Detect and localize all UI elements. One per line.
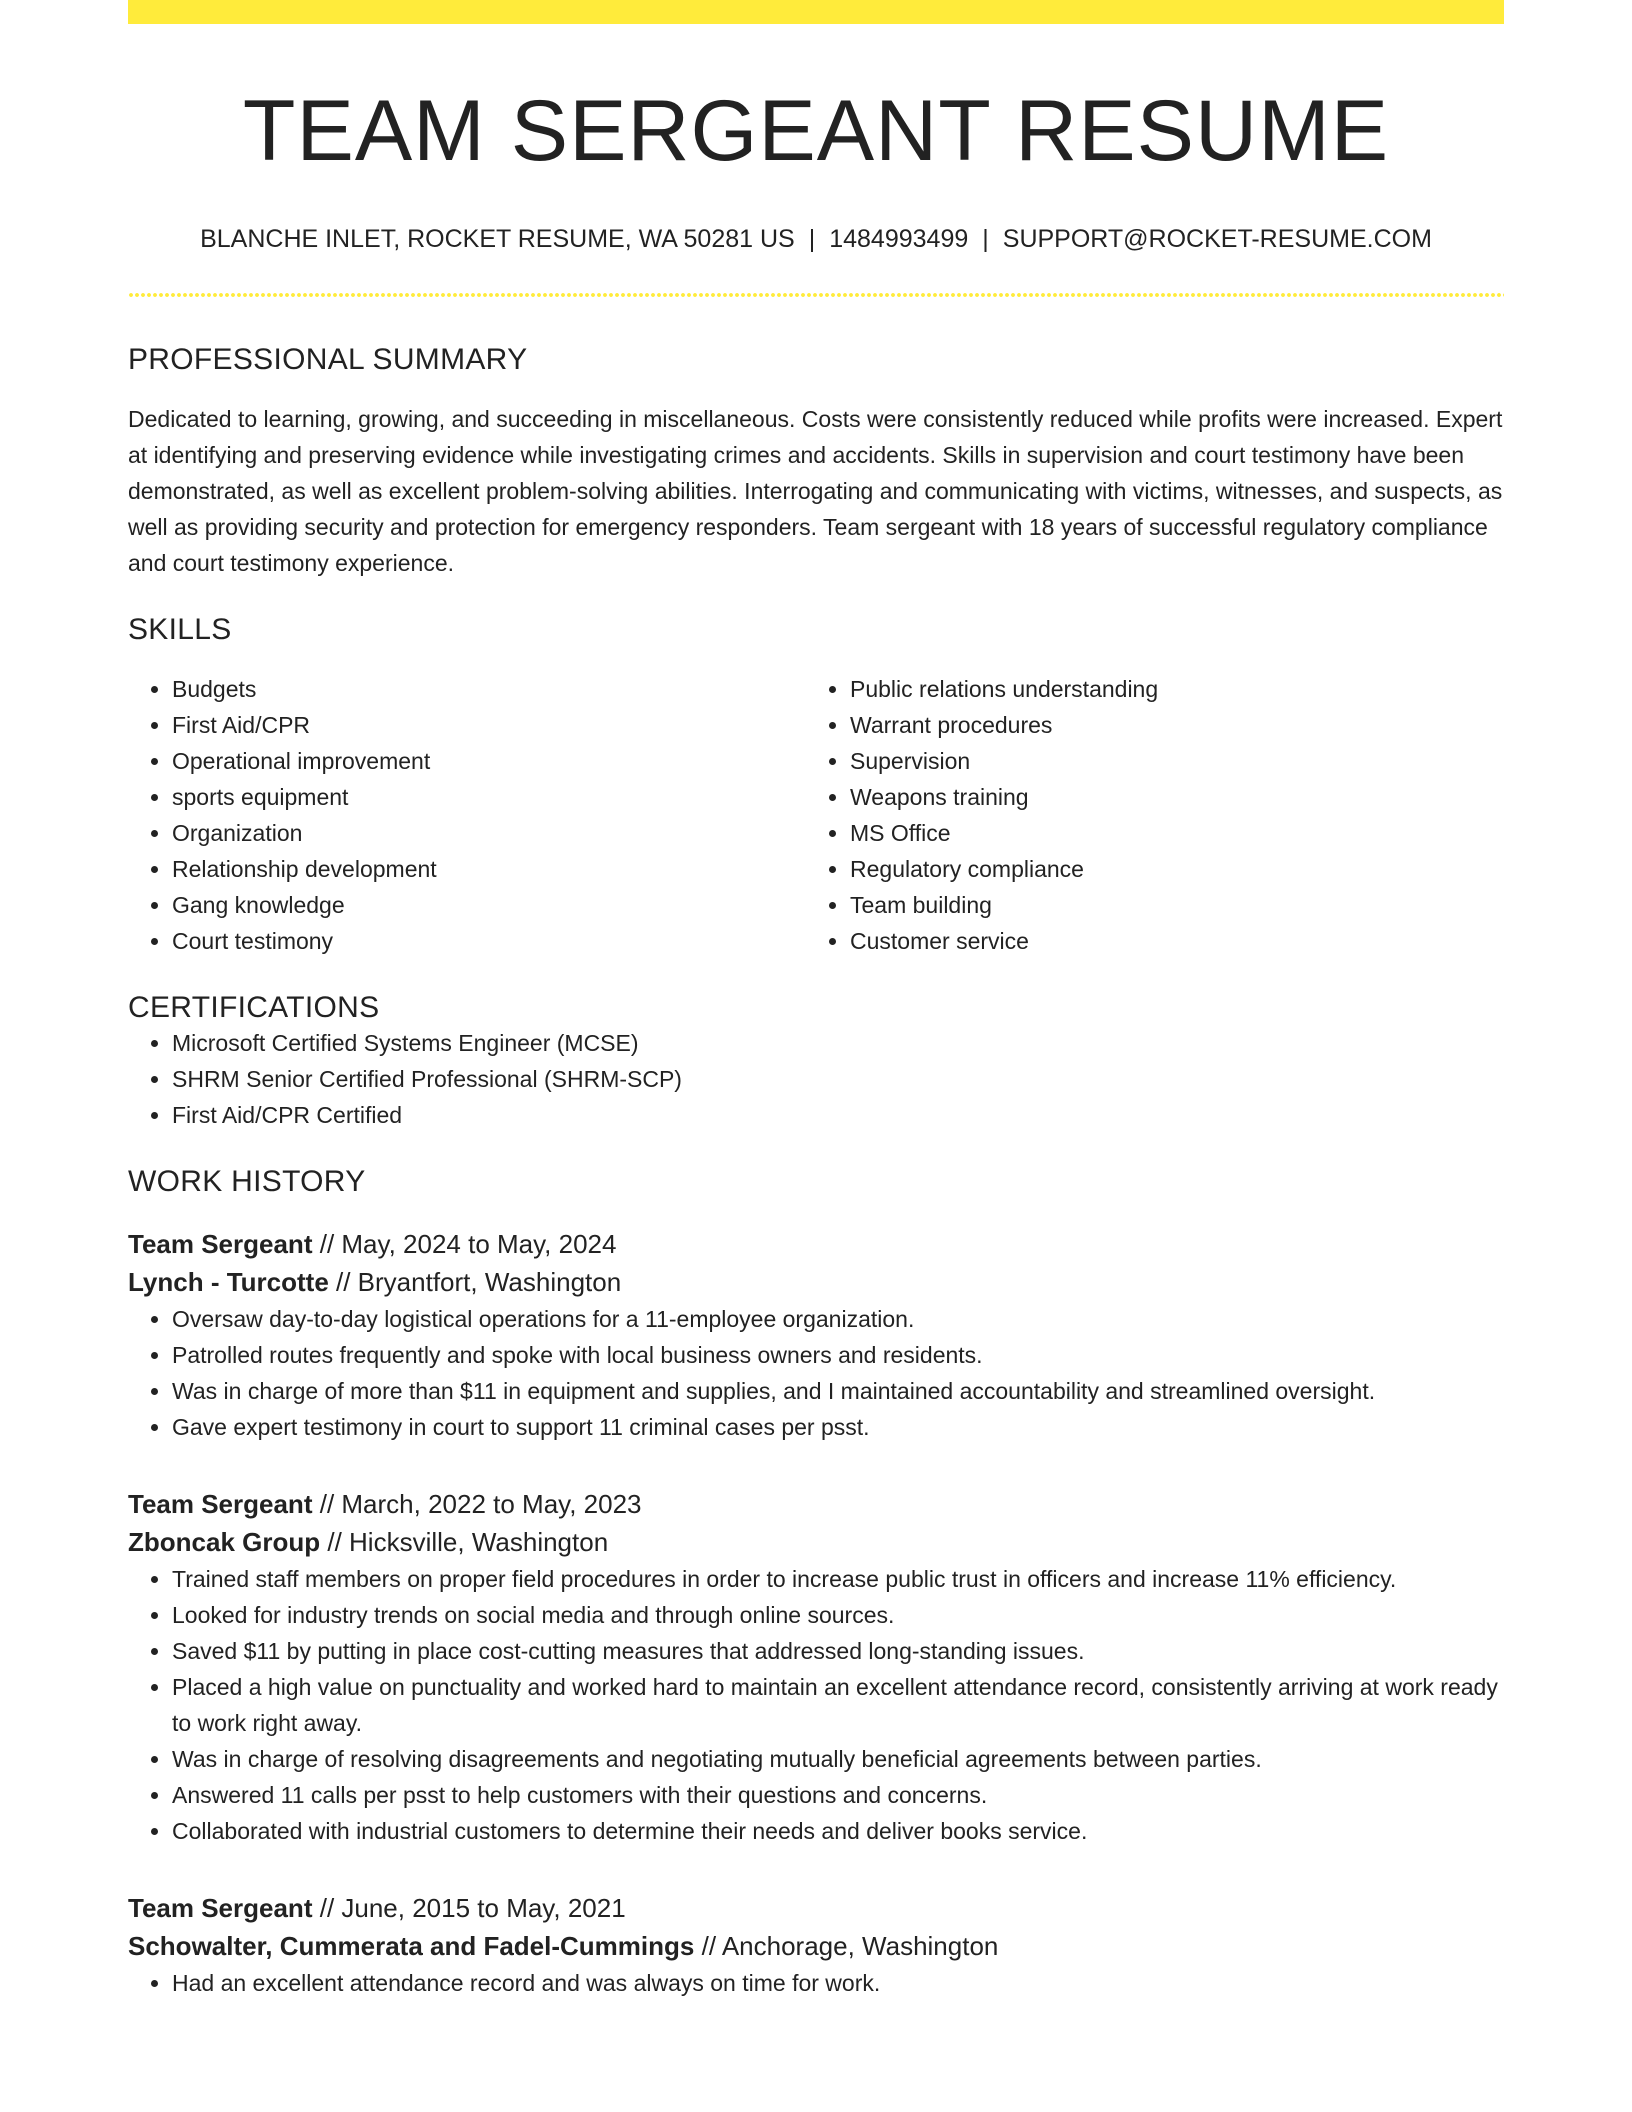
job-duty: • Saved $11 by putting in place cost-cutting measures that addressed long-standing issues.: [172, 1633, 1504, 1669]
skill-item: • sports equipment: [172, 779, 806, 815]
skill-item: • Court testimony: [172, 923, 806, 959]
job-company-line: [128, 1263, 1504, 1301]
job-duties-list: [128, 1561, 1504, 1849]
job-dates: // March, 2022 to May, 2023: [319, 1489, 642, 1520]
job-dates: // June, 2015 to May, 2021: [319, 1893, 626, 1924]
certification-item: • First Aid/CPR Certified: [172, 1097, 1504, 1133]
skill-item: • Gang knowledge: [172, 887, 806, 923]
skill-item: • Relationship development: [172, 851, 806, 887]
job-duty: • Was in charge of more than $11 in equipment and supplies, and I maintained accountability and streamlined oversight.: [172, 1373, 1504, 1409]
resume-page: [128, 0, 1504, 2001]
job-location: // Hicksville, Washington: [327, 1527, 609, 1558]
skills-grid: [128, 671, 1504, 959]
certification-item: • SHRM Senior Certified Professional (SHRM-SCP): [172, 1061, 1504, 1097]
section-title-skills: SKILLS: [128, 613, 232, 647]
contact-separator: |: [982, 224, 989, 253]
job-entry: [128, 1889, 1504, 2001]
job-duty: • Answered 11 calls per psst to help customers with their questions and concerns.: [172, 1777, 1504, 1813]
job-role-line: [128, 1889, 1504, 1927]
job-role-line: [128, 1485, 1504, 1523]
contact-separator: |: [808, 224, 816, 253]
job-duties-list: [128, 1301, 1504, 1445]
skill-item: • Organization: [172, 815, 806, 851]
skill-item: • Operational improvement: [172, 743, 806, 779]
job-company-line: [128, 1523, 1504, 1561]
skill-item: • Regulatory compliance: [850, 851, 1504, 887]
job-duties-list: [128, 1965, 1504, 2001]
job-duty: • Gave expert testimony in court to support 11 criminal cases per psst.: [172, 1409, 1504, 1445]
job-company: Zboncak Group: [128, 1527, 321, 1558]
contact-line: [128, 223, 1504, 256]
skill-item: • Public relations understanding: [850, 671, 1504, 707]
job-duty: • Looked for industry trends on social media and through online sources.: [172, 1597, 1504, 1633]
skill-item: • MS Office: [850, 815, 1504, 851]
job-duty: • Oversaw day-to-day logistical operations for a 11-employee organization.: [172, 1301, 1504, 1337]
section-title-certifications: CERTIFICATIONS: [128, 991, 380, 1025]
section-title-work-history: WORK HISTORY: [128, 1165, 366, 1199]
job-duty: • Patrolled routes frequently and spoke with local business owners and residents.: [172, 1337, 1504, 1373]
skill-item: • Supervision: [850, 743, 1504, 779]
job-entry: [128, 1225, 1504, 1445]
address: BLANCHE INLET, ROCKET RESUME, WA 50281 US: [200, 224, 795, 253]
skills-list-left: [128, 671, 806, 959]
top-accent-bar: [128, 0, 1504, 24]
job-role-line: [128, 1225, 1504, 1263]
dotted-divider: [128, 293, 1504, 297]
job-role: Team Sergeant: [128, 1893, 313, 1924]
job-duty: • Placed a high value on punctuality and worked hard to maintain an excellent attendance record, consistently arriving at work ready to work right away.: [172, 1669, 1504, 1741]
job-entry: [128, 1485, 1504, 1849]
skill-item: • Budgets: [172, 671, 806, 707]
job-duty: • Collaborated with industrial customers to determine their needs and deliver books service.: [172, 1813, 1504, 1849]
job-role: Team Sergeant: [128, 1229, 313, 1260]
job-dates: // May, 2024 to May, 2024: [319, 1229, 617, 1260]
skill-item: • Team building: [850, 887, 1504, 923]
email: SUPPORT@ROCKET-RESUME.COM: [1002, 224, 1432, 253]
summary-text: Dedicated to learning, growing, and succeeding in miscellaneous. Costs were consistently reduced while profits were increased. Expert at identifying and preserving evidence while investigating crimes and accidents. Skills in supervision and court testimony have been demonstrated, as well as excellent problem-solving abilities. Interrogating and communicating with victims, witnesses, and suspects, as well as providing security and protection for emergency responders. Team sergeant with 18 years of successful regulatory compliance and court testimony experience.: [128, 406, 1503, 577]
job-location: // Anchorage, Washington: [701, 1931, 999, 1962]
job-duty: • Trained staff members on proper field procedures in order to increase public trust in officers and increase 11% efficiency.: [172, 1561, 1504, 1597]
job-company: Schowalter, Cummerata and Fadel-Cummings: [128, 1931, 695, 1962]
certifications-list: [128, 1025, 1504, 1133]
resume-title: TEAM SERGEANT RESUME: [242, 83, 1390, 179]
job-role: Team Sergeant: [128, 1489, 313, 1520]
job-company: Lynch - Turcotte: [128, 1267, 329, 1298]
job-company-line: [128, 1927, 1504, 1965]
section-title-summary: PROFESSIONAL SUMMARY: [128, 343, 528, 377]
job-duty: • Was in charge of resolving disagreements and negotiating mutually beneficial agreements between parties.: [172, 1741, 1504, 1777]
skills-list-right: [806, 671, 1504, 959]
skill-item: • Weapons training: [850, 779, 1504, 815]
phone: 1484993499: [829, 224, 969, 253]
skill-item: • Warrant procedures: [850, 707, 1504, 743]
skill-item: • First Aid/CPR: [172, 707, 806, 743]
certification-item: • Microsoft Certified Systems Engineer (MCSE): [172, 1025, 1504, 1061]
job-location: // Bryantfort, Washington: [336, 1267, 622, 1298]
skill-item: • Customer service: [850, 923, 1504, 959]
job-duty: • Had an excellent attendance record and was always on time for work.: [172, 1965, 1504, 2001]
